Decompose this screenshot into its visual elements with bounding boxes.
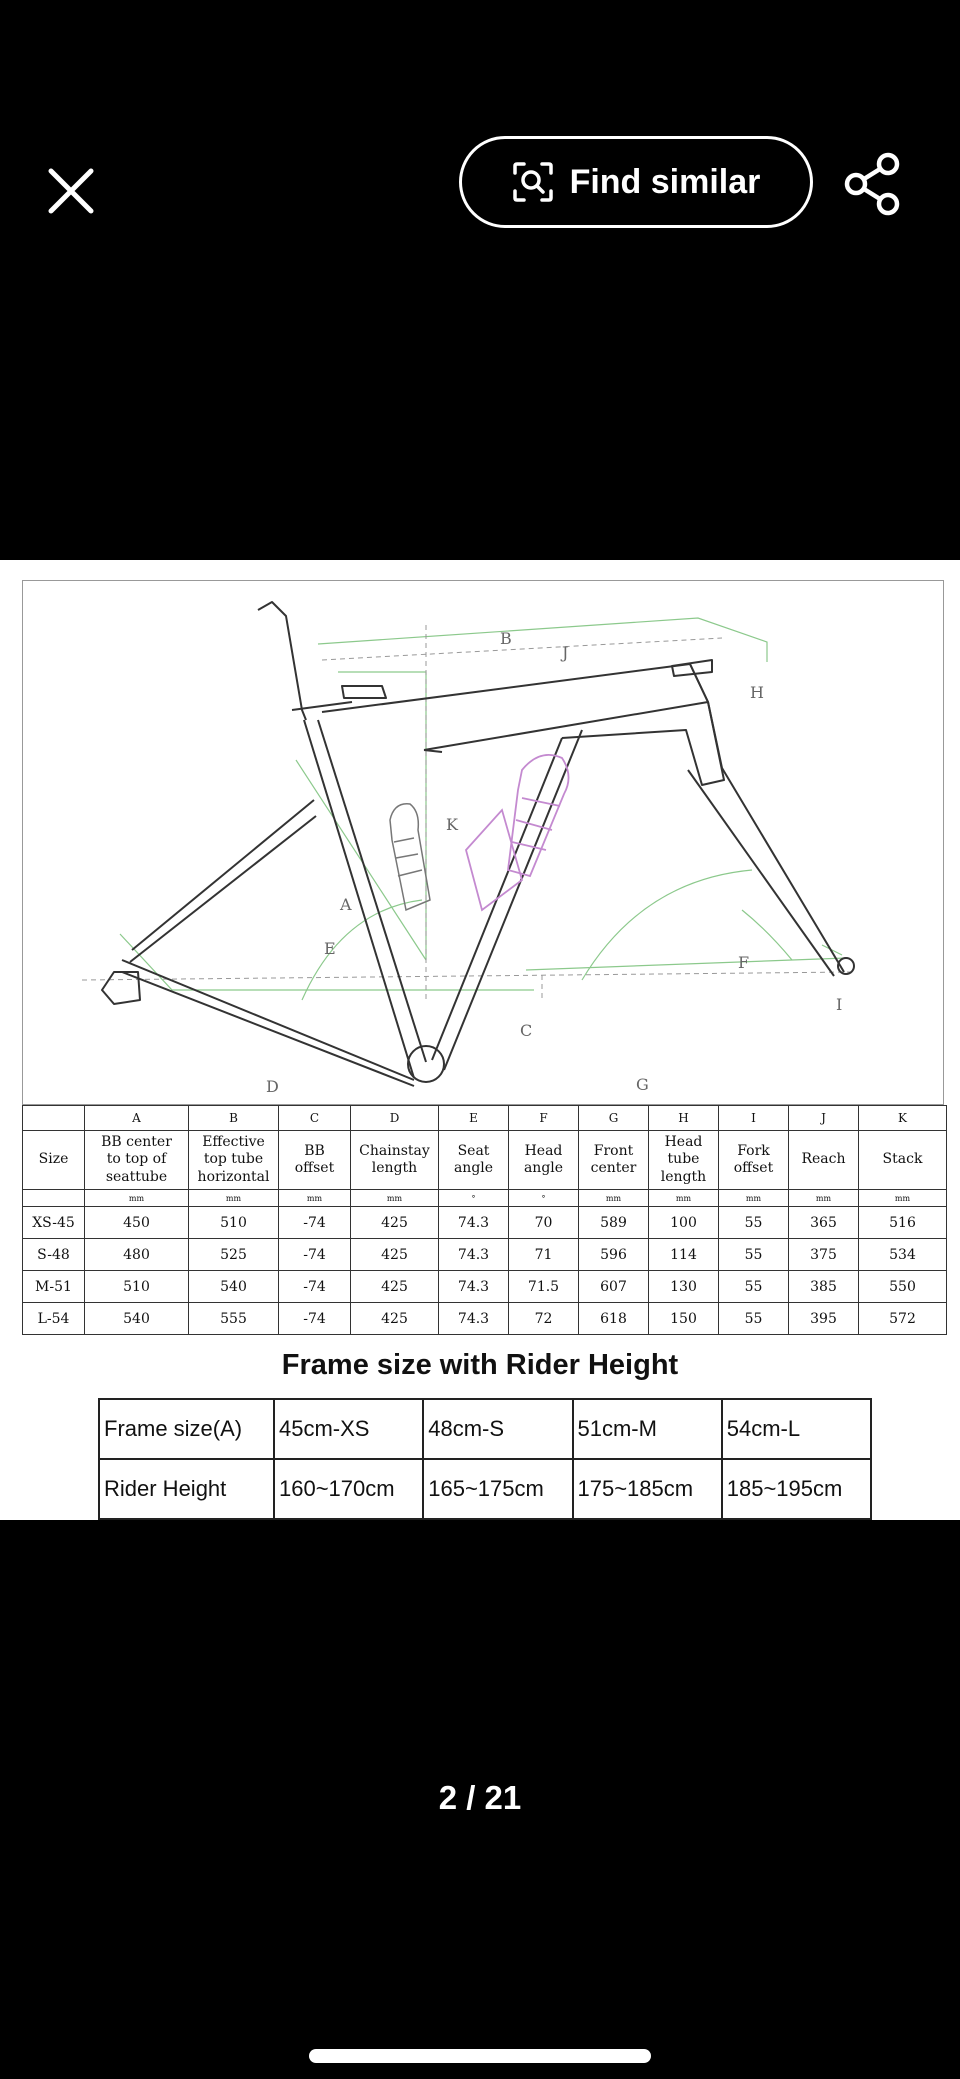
spec-size-header: Size <box>23 1131 85 1190</box>
spec-header-head-tube: Head tube length <box>649 1131 719 1190</box>
spec-cell: 130 <box>649 1271 719 1303</box>
share-button[interactable] <box>842 150 906 218</box>
rider-height-row <box>99 1459 871 1519</box>
frame-size-label: Frame size(A) <box>99 1399 274 1459</box>
spec-unit: mm <box>279 1190 351 1207</box>
rider-height-cell: 185~195cm <box>722 1459 871 1519</box>
frame-size-cell: 48cm-S <box>423 1399 572 1459</box>
spec-cell: -74 <box>279 1239 351 1271</box>
rider-height-title: Frame size with Rider Height <box>281 1349 679 1381</box>
diagram-label-a: A <box>340 895 352 914</box>
frame-size-cell: 54cm-L <box>722 1399 871 1459</box>
spec-cell: 395 <box>789 1303 859 1335</box>
diagram-label-k: K <box>446 815 458 834</box>
spec-cell: 572 <box>859 1303 947 1335</box>
product-image[interactable] <box>0 560 960 1520</box>
spec-cell: -74 <box>279 1271 351 1303</box>
spec-header-bb-center: BB center to top of seattube <box>85 1131 189 1190</box>
frame-geometry-diagram <box>22 580 944 1105</box>
spec-cell: 516 <box>859 1207 947 1239</box>
spec-row-xs-45 <box>23 1207 947 1239</box>
close-icon <box>46 166 96 216</box>
spec-size: S-48 <box>23 1239 85 1271</box>
spec-letter: D <box>351 1106 439 1131</box>
spec-header-top-tube: Effective top tube horizontal <box>189 1131 279 1190</box>
spec-header-fork-offset: Fork offset <box>719 1131 789 1190</box>
spec-letter: K <box>859 1106 947 1131</box>
spec-header-chainstay: Chainstay length <box>351 1131 439 1190</box>
spec-cell: 510 <box>189 1207 279 1239</box>
spec-unit: mm <box>189 1190 279 1207</box>
spec-cell: 525 <box>189 1239 279 1271</box>
spec-header-stack: Stack <box>859 1131 947 1190</box>
home-indicator[interactable] <box>309 2049 651 2063</box>
spec-cell: 100 <box>649 1207 719 1239</box>
spec-header-row <box>23 1131 947 1190</box>
find-similar-button[interactable] <box>459 136 813 228</box>
spec-cell: 365 <box>789 1207 859 1239</box>
spec-cell: 480 <box>85 1239 189 1271</box>
spec-letter: E <box>439 1106 509 1131</box>
spec-header-seat-angle: Seat angle <box>439 1131 509 1190</box>
spec-cell: 74.3 <box>439 1207 509 1239</box>
spec-cell: 70 <box>509 1207 579 1239</box>
spec-cell: 74.3 <box>439 1239 509 1271</box>
geometry-spec-table <box>22 1105 947 1335</box>
spec-cell: 385 <box>789 1271 859 1303</box>
spec-cell: 425 <box>351 1239 439 1271</box>
spec-letter: G <box>579 1106 649 1131</box>
spec-unit: ° <box>439 1190 509 1207</box>
spec-cell: 510 <box>85 1271 189 1303</box>
spec-cell: 150 <box>649 1303 719 1335</box>
spec-cell: 55 <box>719 1303 789 1335</box>
spec-letter: H <box>649 1106 719 1131</box>
spec-letter-row <box>23 1106 947 1131</box>
spec-cell: 425 <box>351 1303 439 1335</box>
spec-size: L-54 <box>23 1303 85 1335</box>
spec-letter: B <box>189 1106 279 1131</box>
spec-cell: 55 <box>719 1239 789 1271</box>
spec-cell: 596 <box>579 1239 649 1271</box>
spec-letter: C <box>279 1106 351 1131</box>
spec-unit: mm <box>579 1190 649 1207</box>
diagram-label-c: C <box>520 1021 533 1040</box>
spec-unit: mm <box>859 1190 947 1207</box>
spec-cell: -74 <box>279 1303 351 1335</box>
spec-cell: 607 <box>579 1271 649 1303</box>
frame-size-cell: 45cm-XS <box>274 1399 423 1459</box>
spec-cell: 618 <box>579 1303 649 1335</box>
spec-cell: 540 <box>189 1271 279 1303</box>
spec-cell: 534 <box>859 1239 947 1271</box>
image-counter: 2 / 21 <box>438 1779 522 1816</box>
find-similar-label: Find similar <box>569 162 761 201</box>
rider-height-table <box>98 1398 872 1520</box>
spec-cell: 74.3 <box>439 1271 509 1303</box>
spec-cell: 425 <box>351 1207 439 1239</box>
spec-letter: F <box>509 1106 579 1131</box>
spec-cell: 114 <box>649 1239 719 1271</box>
spec-unit: mm <box>789 1190 859 1207</box>
diagram-label-d: D <box>266 1077 279 1096</box>
visual-search-icon <box>512 161 554 203</box>
spec-letter: A <box>85 1106 189 1131</box>
spec-cell: 540 <box>85 1303 189 1335</box>
spec-letter: J <box>789 1106 859 1131</box>
diagram-label-j: J <box>562 643 569 662</box>
frame-size-cell: 51cm-M <box>573 1399 722 1459</box>
spec-cell: 550 <box>859 1271 947 1303</box>
spec-row-s-48 <box>23 1239 947 1271</box>
spec-cell: 555 <box>189 1303 279 1335</box>
spec-letter: I <box>719 1106 789 1131</box>
spec-unit: mm <box>85 1190 189 1207</box>
rider-height-cell: 165~175cm <box>423 1459 572 1519</box>
diagram-label-e: E <box>324 939 336 958</box>
spec-row-m-51 <box>23 1271 947 1303</box>
spec-cell: 55 <box>719 1207 789 1239</box>
spec-cell: 375 <box>789 1239 859 1271</box>
spec-unit-row <box>23 1190 947 1207</box>
spec-cell: 55 <box>719 1271 789 1303</box>
rider-height-cell: 175~185cm <box>573 1459 722 1519</box>
spec-unit: mm <box>719 1190 789 1207</box>
rider-height-label: Rider Height <box>99 1459 274 1519</box>
spec-cell: -74 <box>279 1207 351 1239</box>
spec-size: M-51 <box>23 1271 85 1303</box>
spec-header-bb-offset: BB offset <box>279 1131 351 1190</box>
spec-cell: 74.3 <box>439 1303 509 1335</box>
spec-cell: 71.5 <box>509 1271 579 1303</box>
spec-cell: 72 <box>509 1303 579 1335</box>
spec-size: XS-45 <box>23 1207 85 1239</box>
diagram-label-f: F <box>738 953 750 972</box>
spec-cell: 450 <box>85 1207 189 1239</box>
spec-unit: mm <box>649 1190 719 1207</box>
spec-row-l-54 <box>23 1303 947 1335</box>
diagram-label-i: I <box>836 995 843 1014</box>
spec-cell: 425 <box>351 1271 439 1303</box>
close-button[interactable] <box>46 166 96 216</box>
frame-size-row <box>99 1399 871 1459</box>
diagram-label-h: H <box>750 683 764 702</box>
spec-letter <box>23 1106 85 1131</box>
share-icon <box>842 150 906 218</box>
spec-cell: 589 <box>579 1207 649 1239</box>
spec-header-reach: Reach <box>789 1131 859 1190</box>
spec-cell: 71 <box>509 1239 579 1271</box>
spec-header-front-center: Front center <box>579 1131 649 1190</box>
spec-unit: mm <box>351 1190 439 1207</box>
spec-unit: ° <box>509 1190 579 1207</box>
spec-header-head-angle: Head angle <box>509 1131 579 1190</box>
diagram-label-g: G <box>636 1075 649 1094</box>
diagram-label-b: B <box>500 629 512 648</box>
rider-height-cell: 160~170cm <box>274 1459 423 1519</box>
